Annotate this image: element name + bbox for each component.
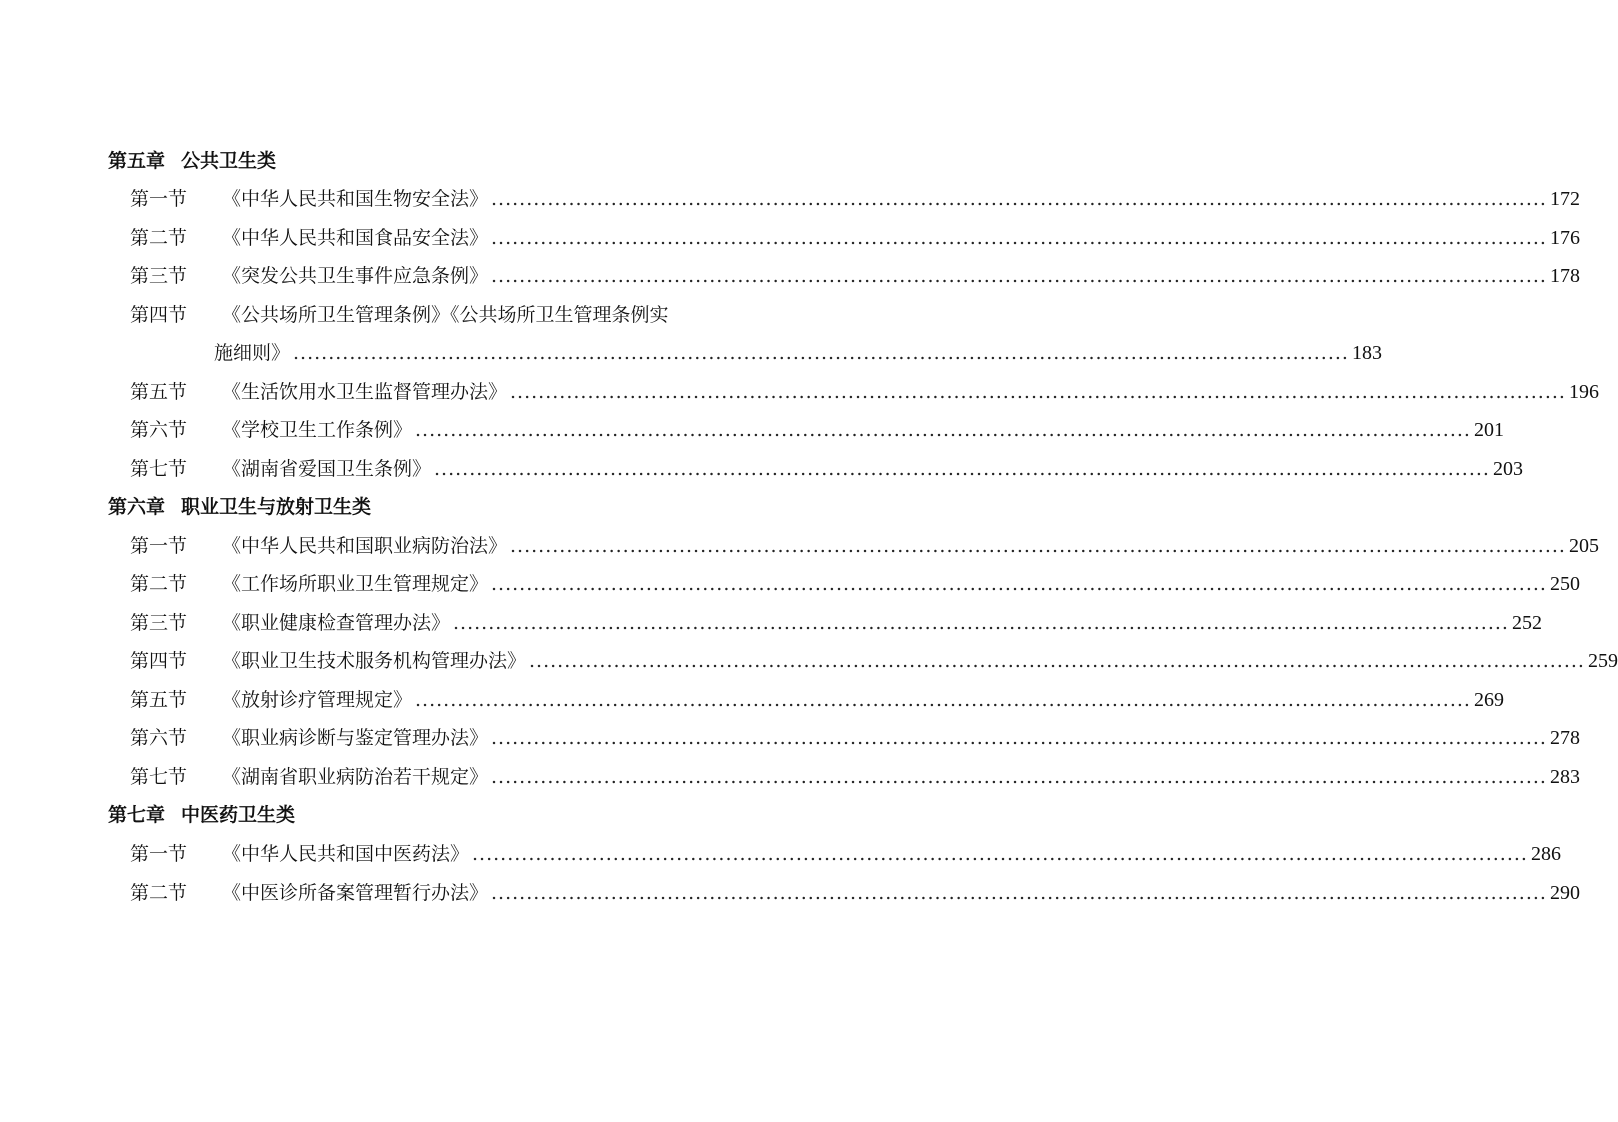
section-title: 《中华人民共和国生物安全法》 <box>222 188 489 210</box>
dot-leader <box>491 566 1547 602</box>
section-title: 《公共场所卫生管理条例》《公共场所卫生管理条例实 <box>222 304 669 326</box>
section-title: 《职业病诊断与鉴定管理办法》 <box>222 727 489 749</box>
section-label: 第三节 <box>130 265 188 287</box>
section-label: 第七节 <box>130 458 188 480</box>
dot-leader <box>472 836 1528 872</box>
section-title: 《中医诊所备案管理暂行办法》 <box>222 882 489 904</box>
section-label: 第一节 <box>130 843 188 865</box>
toc-entry[interactable] <box>130 181 1580 217</box>
section-title: 《职业卫生技术服务机构管理办法》 <box>222 650 527 672</box>
chapter-number: 第七章 <box>108 804 166 826</box>
chapter-heading <box>108 489 708 525</box>
toc-entry[interactable] <box>130 875 1580 911</box>
dot-leader <box>415 412 1471 448</box>
page-number: 183 <box>1351 342 1382 364</box>
chapter-number: 第六章 <box>108 496 166 518</box>
page-number: 172 <box>1549 188 1580 210</box>
section-title: 《学校卫生工作条例》 <box>222 419 413 441</box>
toc-entry[interactable] <box>130 566 1580 602</box>
dot-leader <box>491 220 1547 256</box>
section-label: 第四节 <box>130 650 188 672</box>
toc-entry[interactable] <box>130 836 1561 872</box>
dot-leader <box>491 759 1547 795</box>
section-title: 《生活饮用水卫生监督管理办法》 <box>222 381 508 403</box>
chapter-number: 第五章 <box>108 150 166 172</box>
page-number: 286 <box>1530 843 1561 865</box>
chapter-heading <box>108 143 708 179</box>
section-title: 《中华人民共和国中医药法》 <box>222 843 470 865</box>
toc-entry[interactable] <box>130 720 1580 756</box>
section-title-continued: 施细则》 <box>214 342 291 364</box>
toc-entry[interactable] <box>130 643 1618 679</box>
page-number: 201 <box>1473 419 1504 441</box>
section-label: 第二节 <box>130 882 188 904</box>
section-label: 第六节 <box>130 727 188 749</box>
section-title: 《湖南省爱国卫生条例》 <box>222 458 432 480</box>
chapter-title: 职业卫生与放射卫生类 <box>181 496 372 518</box>
section-title: 《职业健康检查管理办法》 <box>222 612 451 634</box>
section-label: 第三节 <box>130 612 188 634</box>
section-label: 第五节 <box>130 689 188 711</box>
toc-entry[interactable] <box>130 220 1580 256</box>
toc-entry[interactable] <box>130 682 1504 718</box>
chapter-title: 中医药卫生类 <box>181 804 296 826</box>
dot-leader <box>491 181 1547 217</box>
toc-entry[interactable] <box>130 605 1542 641</box>
page-number: 196 <box>1568 381 1599 403</box>
page-number: 203 <box>1492 458 1523 480</box>
toc-entry[interactable] <box>130 759 1580 795</box>
toc-entry[interactable] <box>130 374 1599 410</box>
page-number: 250 <box>1549 573 1580 595</box>
page-number: 283 <box>1549 766 1580 788</box>
section-label: 第六节 <box>130 419 188 441</box>
chapter-title: 公共卫生类 <box>181 150 277 172</box>
dot-leader <box>491 875 1547 911</box>
dot-leader <box>510 528 1566 564</box>
section-label: 第一节 <box>130 188 188 210</box>
section-title: 《放射诊疗管理规定》 <box>222 689 413 711</box>
section-label: 第二节 <box>130 573 188 595</box>
section-title: 《突发公共卫生事件应急条例》 <box>222 265 489 287</box>
toc-entry[interactable] <box>130 412 1504 448</box>
section-label: 第一节 <box>130 535 188 557</box>
page-number: 178 <box>1549 265 1580 287</box>
toc-entry[interactable] <box>130 528 1599 564</box>
dot-leader <box>415 682 1471 718</box>
dot-leader <box>510 374 1566 410</box>
chapter-heading <box>108 797 708 833</box>
section-label: 第四节 <box>130 304 188 326</box>
section-title: 《湖南省职业病防治若干规定》 <box>222 766 489 788</box>
page-number: 205 <box>1568 535 1599 557</box>
toc-entry[interactable] <box>130 451 1523 487</box>
section-title: 《工作场所职业卫生管理规定》 <box>222 573 489 595</box>
dot-leader: ...................................................................................................................................................... <box>293 342 1349 364</box>
page-number: 278 <box>1549 727 1580 749</box>
section-title: 《中华人民共和国职业病防治法》 <box>222 535 508 557</box>
dot-leader <box>434 451 1490 487</box>
page-number: 176 <box>1549 227 1580 249</box>
page-number: 259 <box>1587 650 1618 672</box>
dot-leader <box>491 720 1547 756</box>
section-label: 第二节 <box>130 227 188 249</box>
page-number: 252 <box>1511 612 1542 634</box>
toc-entry-continuation[interactable] <box>214 335 1382 371</box>
toc-entry[interactable] <box>130 258 1580 294</box>
section-label: 第五节 <box>130 381 188 403</box>
dot-leader <box>453 605 1509 641</box>
page-number: 269 <box>1473 689 1504 711</box>
toc-entry[interactable] <box>130 297 704 333</box>
section-label: 第七节 <box>130 766 188 788</box>
dot-leader <box>529 643 1585 679</box>
page-number: 290 <box>1549 882 1580 904</box>
section-title: 《中华人民共和国食品安全法》 <box>222 227 489 249</box>
dot-leader <box>491 258 1547 294</box>
